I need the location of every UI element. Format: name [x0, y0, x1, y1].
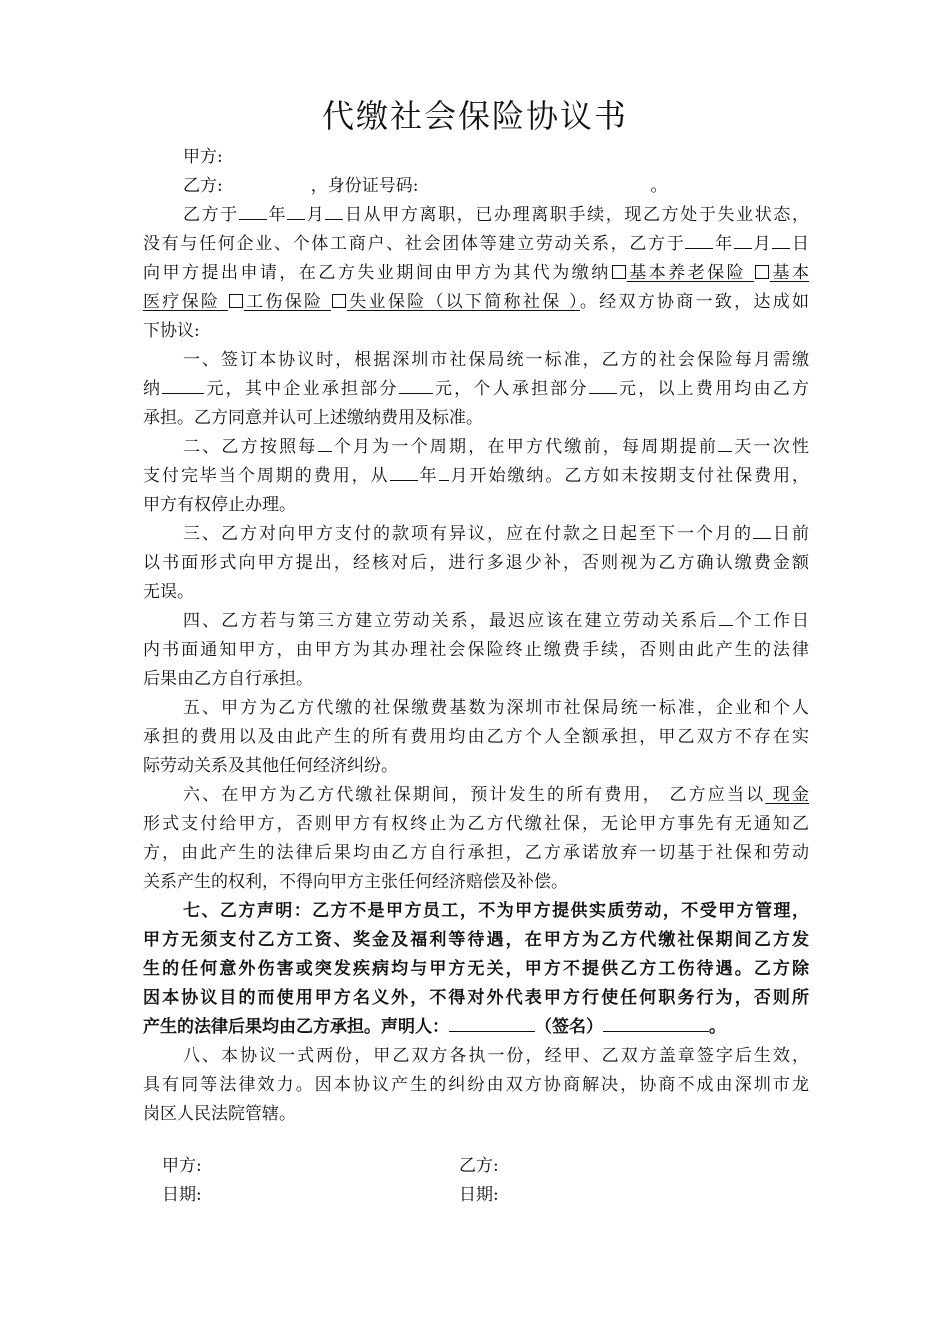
- checkbox-injury[interactable]: [229, 294, 243, 308]
- sign-date-a: 日期:: [162, 1185, 202, 1205]
- clause-5-line-1: 五、甲方为乙方代缴的社保缴费基数为深圳市社保局统一标准，企业和个人: [183, 698, 809, 718]
- clause-2-line-1: 二、乙方按照每 个月为一个周期，在甲方代缴前，每周期提前 天一次性: [183, 433, 809, 462]
- clause-4-line-3: 后果由乙方自行承担。: [143, 669, 313, 689]
- clause-7-line-3: 生的任何意外伤害或突发疾病均与甲方无关，甲方不提供乙方工伤待遇。乙方除: [143, 959, 809, 979]
- checkbox-pension[interactable]: [612, 265, 626, 279]
- clause-1-line-1: 一、签订本协议时，根据深圳市社保局统一标准，乙方的社会保险每月需缴: [183, 350, 809, 370]
- clause-8-line-1: 八、本协议一式两份，甲乙双方各执一份，经甲、乙双方盖章签字后生效，: [183, 1046, 809, 1066]
- signature-blank[interactable]: [603, 1014, 709, 1032]
- clause-1-line-3: 承担。乙方同意并认可上述缴纳费用及标准。: [143, 408, 483, 428]
- declarant-blank[interactable]: [449, 1014, 535, 1032]
- intro-line-5: 下协议:: [143, 321, 200, 341]
- checkbox-medical[interactable]: [755, 265, 769, 279]
- intro-line-4: 医疗保险 工伤保险 失业保险（以下简称社保 ）。经双方协商一致，达成如: [143, 292, 810, 312]
- clause-3-line-2: 以书面形式向甲方提出，经核对后，进行多退少补，否则视为乙方确认缴费金额: [143, 553, 809, 573]
- clause-5-line-3: 际劳动关系及其他任何经济纠纷。: [143, 756, 398, 776]
- party-a-label: 甲方:: [183, 147, 223, 167]
- clause-2-line-2: 支付完毕当个周期的费用，从 年 月开始缴纳。乙方如未按期支付社保费用，: [143, 462, 809, 491]
- clause-8-line-3: 岗区人民法院管辖。: [143, 1104, 296, 1124]
- clause-4-line-1: 四、乙方若与第三方建立劳动关系，最迟应该在建立劳动关系后 个工作日: [183, 607, 809, 636]
- clause-1-line-2: 纳 元，其中企业承担部分 元，个人承担部分 元，以上费用均由乙方: [143, 375, 809, 404]
- party-b-line: [183, 172, 809, 201]
- clause-7-line-4: 因本协议目的而使用甲方名义外，不得对外代表甲方行使任何职务行为，否则所: [143, 988, 809, 1008]
- sign-party-b: 乙方:: [459, 1156, 499, 1176]
- clause-4-line-2: 内书面通知甲方，由甲方为其办理社会保险终止缴费手续，否则由此产生的法律: [143, 640, 809, 660]
- clause-6-line-2: 形式支付给甲方，否则甲方有权终止为乙方代缴社保，无论甲方事先有无通知乙: [143, 814, 809, 834]
- clause-7-line-1: 七、乙方声明：乙方不是甲方员工，不为甲方提供实质劳动，不受甲方管理，: [183, 901, 809, 921]
- id-number-label: ，身份证号码:: [310, 176, 419, 196]
- id-number-end: 。: [650, 176, 668, 196]
- clause-6-line-3: 方，由此产生的法律后果均由乙方自行承担，乙方承诺放弃一切基于社保和劳动: [143, 843, 809, 863]
- sign-party-a: 甲方:: [162, 1156, 202, 1176]
- clause-6-line-4: 关系产生的权利，不得向甲方主张任何经济赔偿及补偿。: [143, 872, 568, 892]
- clause-6-line-1: 六、在甲方为乙方代缴社保期间，预计发生的所有费用， 乙方应当以 现金: [183, 785, 809, 805]
- clause-8-line-2: 具有同等法律效力。因本协议产生的纠纷由双方协商解决，协商不成由深圳市龙: [143, 1075, 809, 1095]
- party-b-label: 乙方:: [183, 176, 223, 196]
- document-title: 代缴社会保险协议书: [321, 97, 628, 135]
- clause-5-line-2: 承担的费用以及由此产生的所有费用均由乙方个人全额承担，甲乙双方不存在实: [143, 727, 809, 747]
- intro-line-3: 向甲方提出申请，在乙方失业期间由甲方为其代为缴纳 基本养老保险 基本: [143, 263, 810, 283]
- clause-7-line-2: 甲方无须支付乙方工资、奖金及福利等待遇，在甲方为乙方代缴社保期间乙方发: [143, 930, 809, 950]
- intro-line-2: 没有与任何企业、个体工商户、社会团体等建立劳动关系，乙方于 年 月 日: [143, 230, 809, 259]
- clause-2-line-3: 甲方有权停止办理。: [143, 495, 296, 515]
- clause-3-line-3: 无误。: [143, 582, 194, 602]
- intro-line-1: 乙方于 年 月 日从甲方离职，已办理离职手续，现乙方处于失业状态，: [183, 201, 809, 230]
- sign-date-b: 日期:: [459, 1185, 499, 1205]
- clause-7-line-5: 产生的法律后果均由乙方承担。声明人： （签名） 。: [143, 1013, 809, 1042]
- party-a-line: [183, 143, 809, 172]
- clause-3-line-1: 三、乙方对向甲方支付的款项有异议，应在付款之日起至下一个月的 日前: [183, 520, 809, 549]
- checkbox-unemployment[interactable]: [332, 294, 346, 308]
